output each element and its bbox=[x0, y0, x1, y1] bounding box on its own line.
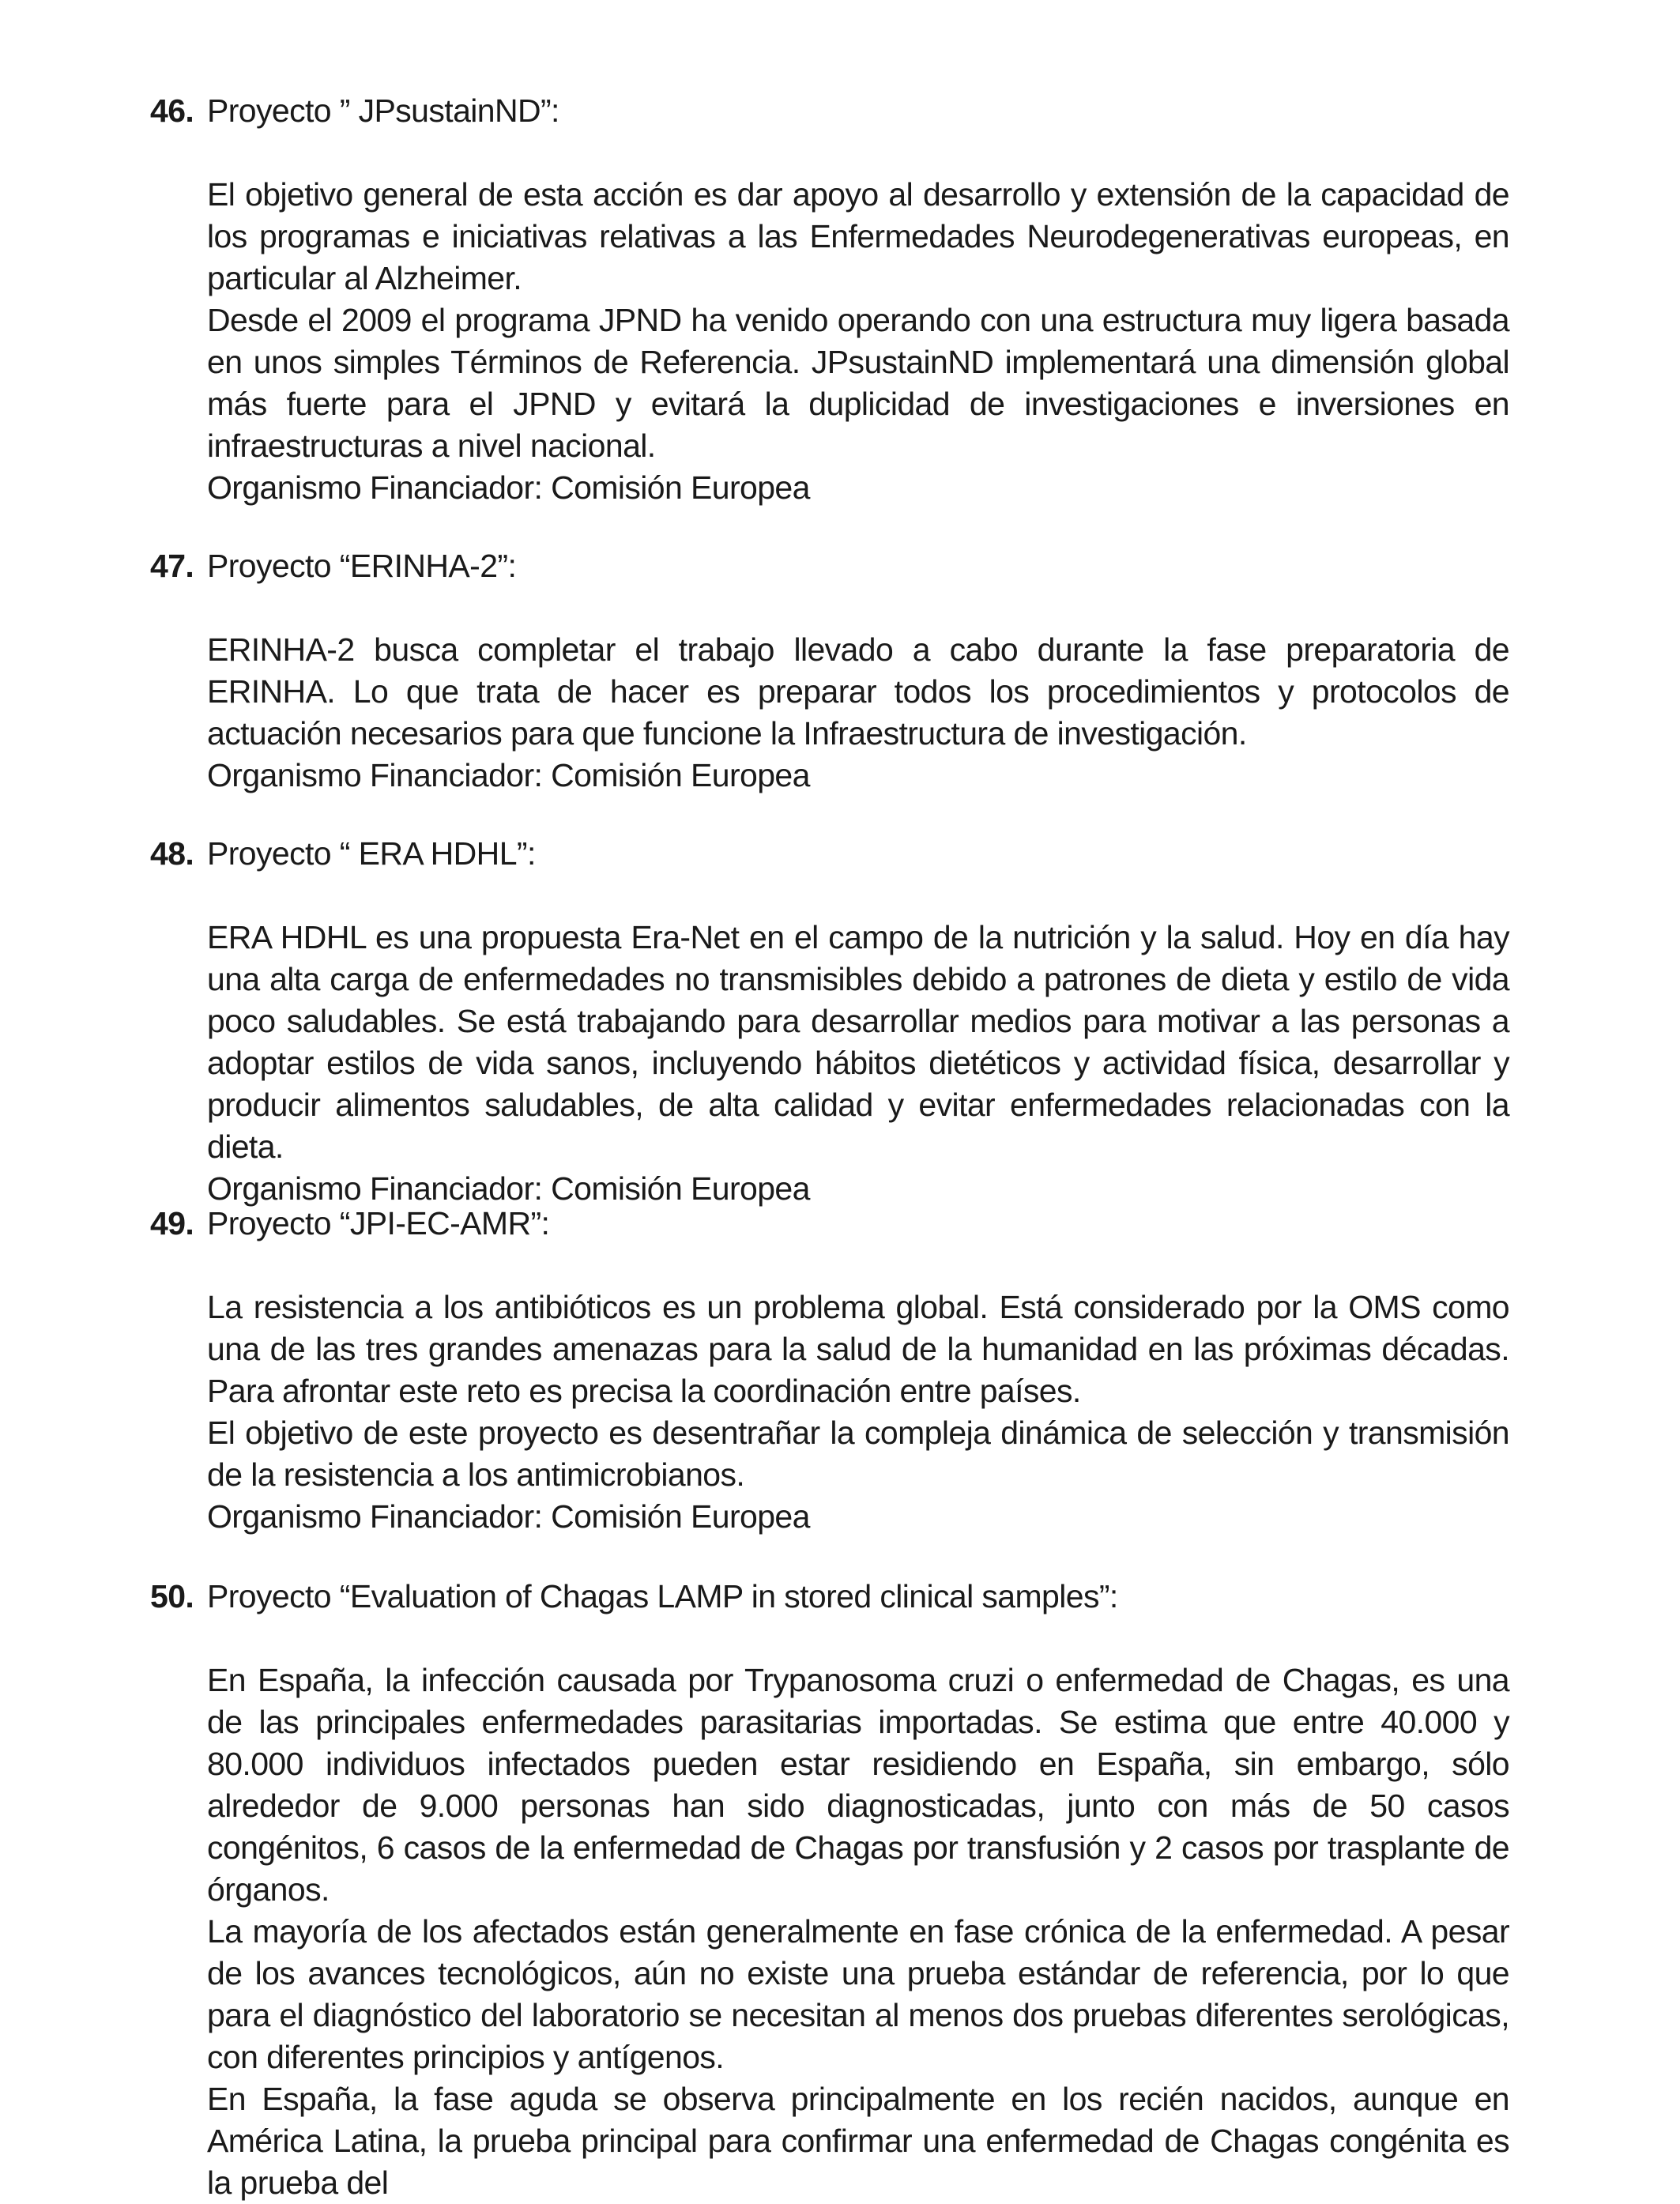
project-paragraph: La resistencia a los antibióticos es un problema global. Está considerado por la OMS como una de las tres grandes amenazas para la salud de la humanidad en las próximas décadas. Para afrontar este reto es precisa la coordinación entre países. bbox=[207, 1289, 1509, 1409]
project-funder: Organismo Financiador: Comisión Europea bbox=[207, 1498, 810, 1535]
project-number: 46. bbox=[150, 92, 194, 129]
project-item-46 bbox=[150, 90, 1509, 509]
project-number: 48. bbox=[150, 835, 194, 872]
project-paragraph: El objetivo general de esta acción es dar apoyo al desarrollo y extensión de la capacidad de los programas e iniciativas relativas a las Enfermedades Neurodegenerativas europeas, en particular al Alzheimer. bbox=[207, 176, 1509, 296]
project-heading bbox=[150, 90, 1509, 132]
project-heading bbox=[150, 1576, 1509, 1618]
project-title: Proyecto “JPI-EC-AMR”: bbox=[207, 1205, 550, 1241]
project-body bbox=[207, 174, 1509, 509]
project-heading bbox=[150, 1203, 1509, 1245]
project-number: 49. bbox=[150, 1205, 194, 1241]
project-title: Proyecto “ ERA HDHL”: bbox=[207, 835, 536, 872]
project-paragraph: La mayoría de los afectados están generalmente en fase crónica de la enfermedad. A pesar de los avances tecnológicos, aún no existe una prueba estándar de referencia, por lo que para el diagnóstico del laboratorio se necesitan al menos dos pruebas diferentes serológicas, con diferentes principios y antígenos. bbox=[207, 1913, 1509, 2075]
project-number: 47. bbox=[150, 548, 194, 584]
project-title: Proyecto ” JPsustainND”: bbox=[207, 92, 559, 129]
project-paragraph: En España, la infección causada por Trypanosoma cruzi o enfermedad de Chagas, es una de las principales enfermedades parasitarias importadas. Se estima que entre 40.000 y 80.000 individuos infectados pueden estar residiendo en España, sin embargo, sólo alrededor de 9.000 personas han sido diagnosticadas, junto con más de 50 casos congénitos, 6 casos de la enfermedad de Chagas por transfusión y 2 casos por trasplante de órganos. bbox=[207, 1662, 1509, 1908]
project-item-49 bbox=[150, 1203, 1509, 1538]
project-heading bbox=[150, 545, 1509, 587]
project-body bbox=[207, 917, 1509, 1210]
project-item-47 bbox=[150, 545, 1509, 797]
project-body bbox=[207, 1287, 1509, 1538]
project-item-48 bbox=[150, 833, 1509, 1210]
project-heading bbox=[150, 833, 1509, 875]
project-body bbox=[207, 1660, 1509, 2204]
project-paragraph: Desde el 2009 el programa JPND ha venido operando con una estructura muy ligera basada en unos simples Términos de Referencia. JPsustainND implementará una dimensión global más fuerte para el JPND y evitará la duplicidad de investigaciones e inversiones en infraestructuras a nivel nacional. bbox=[207, 302, 1509, 464]
project-paragraph: ERINHA-2 busca completar el trabajo llevado a cabo durante la fase preparatoria de ERINHA. Lo que trata de hacer es preparar todos los procedimientos y protocolos de actuación necesarios para que funcione la Infraestructura de investigación. bbox=[207, 631, 1509, 752]
project-funder: Organismo Financiador: Comisión Europea bbox=[207, 757, 810, 793]
project-paragraph: En España, la fase aguda se observa principalmente en los recién nacidos, aunque en América Latina, la prueba principal para confirmar una enfermedad de Chagas congénita es la prueba del bbox=[207, 2081, 1509, 2201]
project-funder: Organismo Financiador: Comisión Europea bbox=[207, 469, 810, 506]
project-body bbox=[207, 629, 1509, 797]
project-funder: Organismo Financiador: Comisión Europea bbox=[207, 1170, 810, 1207]
project-title: Proyecto “Evaluation of Chagas LAMP in stored clinical samples”: bbox=[207, 1578, 1118, 1614]
project-item-50 bbox=[150, 1576, 1509, 2204]
project-paragraph: ERA HDHL es una propuesta Era-Net en el campo de la nutrición y la salud. Hoy en día hay una alta carga de enfermedades no transmisibles debido a patrones de dieta y estilo de vida poco saludables. Se está trabajando para desarrollar medios para motivar a las personas a adoptar estilos de vida sanos, incluyendo hábitos dietéticos y actividad física, desarrollar y producir alimentos saludables, de alta calidad y evitar enfermedades relacionadas con la dieta. bbox=[207, 919, 1509, 1165]
project-paragraph: El objetivo de este proyecto es desentrañar la compleja dinámica de selección y transmisión de la resistencia a los antimicrobianos. bbox=[207, 1415, 1509, 1493]
project-title: Proyecto “ERINHA-2”: bbox=[207, 548, 517, 584]
project-number: 50. bbox=[150, 1578, 194, 1614]
